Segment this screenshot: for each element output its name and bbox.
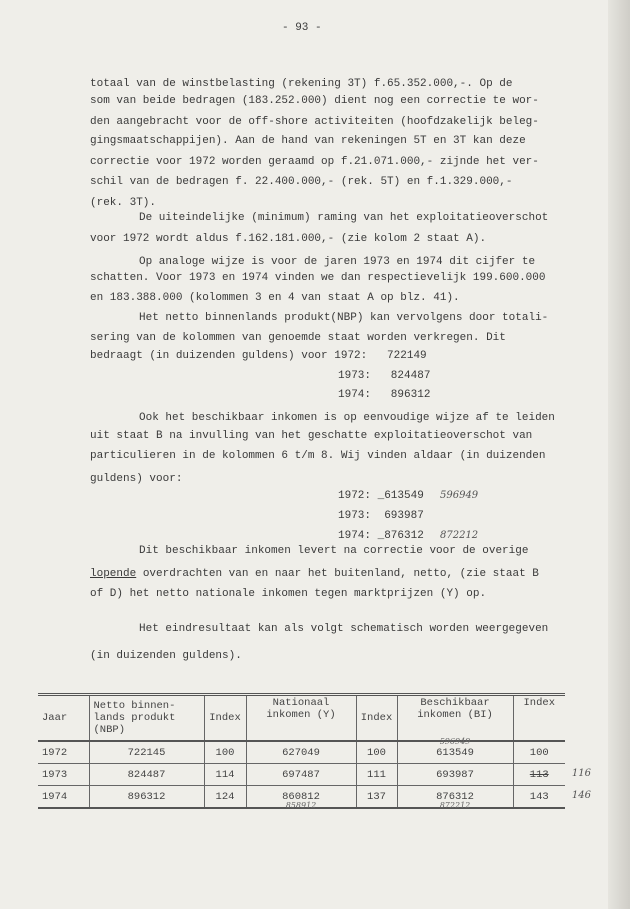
cell-index: 137	[356, 786, 397, 809]
text-line: guldens) voor:	[90, 473, 183, 485]
text-line: uit staat B na invulling van het geschatte exploitatieoverschot van	[90, 430, 533, 442]
page-number: - 93 -	[282, 22, 322, 34]
col-header-index: Index	[204, 695, 246, 742]
handwritten-correction: 872212	[439, 801, 471, 810]
cell-year: 1972	[38, 741, 89, 764]
handwritten-correction: 596949	[440, 490, 479, 501]
cell-national-income	[246, 786, 356, 809]
text-line: 1974: 896312	[338, 389, 431, 401]
text-line: sering van de kolommen van genoemde staat worden verkregen. Dit	[90, 332, 506, 344]
handwritten-correction: 872212	[440, 530, 479, 541]
cell-value: 860812	[282, 790, 320, 803]
cell-national-income: 697487	[246, 764, 356, 786]
cell-index: 100	[204, 741, 246, 764]
text-line: den aangebracht voor de off-shore activiteiten (hoofdzakelijk beleg-	[90, 116, 539, 128]
text-line: 1974: _876312	[338, 530, 424, 542]
cell-disposable-income	[397, 737, 513, 764]
text-line: Dit beschikbaar inkomen levert na correctie voor de overige	[139, 545, 529, 557]
handwritten-correction: 146	[571, 790, 591, 801]
text-line: Het eindresultaat kan als volgt schematisch worden weergegeven	[139, 623, 549, 635]
text-line: 1973: 824487	[338, 370, 431, 382]
cell-index	[513, 786, 591, 809]
text-line: correctie voor 1972 worden geraamd op f.21.071.000,- zijnde het ver-	[90, 156, 539, 168]
handwritten-correction: 116	[571, 768, 591, 779]
cell-index: 114	[204, 764, 246, 786]
text-line: particulieren in de kolommen 6 t/m 8. Wij vinden aldaar (in duizenden	[90, 450, 546, 462]
cell-value: 876312	[436, 790, 474, 803]
text-line: schatten. Voor 1973 en 1974 vinden we dan respectievelijk 199.600.000	[90, 272, 546, 284]
cell-disposable-income	[397, 786, 513, 809]
cell-index: 100	[356, 741, 397, 764]
cell-year: 1974	[38, 786, 89, 809]
text-line: De uiteindelijke (minimum) raming van het exploitatieoverschot	[139, 212, 549, 224]
col-header-index: Index	[513, 695, 565, 742]
cell-value: 143	[529, 790, 549, 803]
table-row	[38, 786, 565, 809]
cell-value: 113	[529, 768, 549, 781]
cell-nbp: 722145	[89, 741, 204, 764]
col-header-index: Index	[356, 695, 397, 742]
text-span: overdrachten van en naar het buitenland, netto, (zie staat B	[142, 568, 539, 580]
cell-value: 613549	[436, 746, 474, 759]
text-line: 1973: 693987	[338, 510, 424, 522]
col-header-national-income: Nationaal inkomen (Y)	[246, 695, 356, 742]
cell-year: 1973	[38, 764, 89, 786]
col-header-nbp: Netto binnen- lands produkt (NBP)	[89, 695, 204, 742]
text-line: Op analoge wijze is voor de jaren 1973 en 1974 dit cijfer te	[139, 256, 536, 268]
text-line	[90, 567, 539, 581]
text-line: schil van de bedragen f. 22.400.000,- (rek. 5T) en f.1.329.000,-	[90, 176, 513, 188]
results-table	[38, 693, 591, 810]
text-line: (in duizenden guldens).	[90, 650, 242, 662]
cell-nbp: 896312	[89, 786, 204, 809]
text-line: Ook het beschikbaar inkomen is op eenvoudige wijze af te leiden	[139, 412, 555, 424]
text-line: Het netto binnenlands produkt(NBP) kan vervolgens door totali-	[139, 312, 549, 324]
cell-national-income: 627049	[246, 741, 356, 764]
table-header-row	[38, 695, 565, 742]
cell-index: 100	[513, 741, 565, 764]
text-line: (rek. 3T).	[90, 197, 157, 209]
text-line: 1972: _613549	[338, 490, 424, 502]
text-line: voor 1972 wordt aldus f.162.181.000,- (zie kolom 2 staat A).	[90, 233, 487, 245]
underlined-word: lopende	[90, 568, 137, 580]
cell-nbp: 824487	[89, 764, 204, 786]
handwritten-correction: 858912	[285, 801, 317, 810]
text-line: bedraagt (in duizenden guldens) voor 1972: 722149	[90, 350, 427, 362]
col-header-disposable-income: Beschikbaar inkomen (BI)	[397, 695, 513, 742]
text-line: gingsmaatschappijen). Aan de hand van rekeningen 5T en 3T kan deze	[90, 135, 526, 147]
page-edge-shadow	[608, 0, 630, 909]
text-line: en 183.388.000 (kolommen 3 en 4 van staat A op blz. 41).	[90, 292, 460, 304]
text-line: totaal van de winstbelasting (rekening 3T) f.65.352.000,-. Op de	[90, 78, 513, 90]
handwritten-correction: 596949	[439, 737, 471, 746]
cell-index: 124	[204, 786, 246, 809]
cell-index	[513, 764, 591, 786]
text-line: of D) het netto nationale inkomen tegen marktprijzen (Y) op.	[90, 588, 487, 600]
cell-index: 111	[356, 764, 397, 786]
table-row	[38, 741, 565, 764]
cell-disposable-income: 693987	[397, 764, 513, 786]
col-header-year: Jaar	[38, 695, 89, 742]
text-line: som van beide bedragen (183.252.000) dient nog een correctie te wor-	[90, 95, 539, 107]
table-row	[38, 764, 565, 786]
